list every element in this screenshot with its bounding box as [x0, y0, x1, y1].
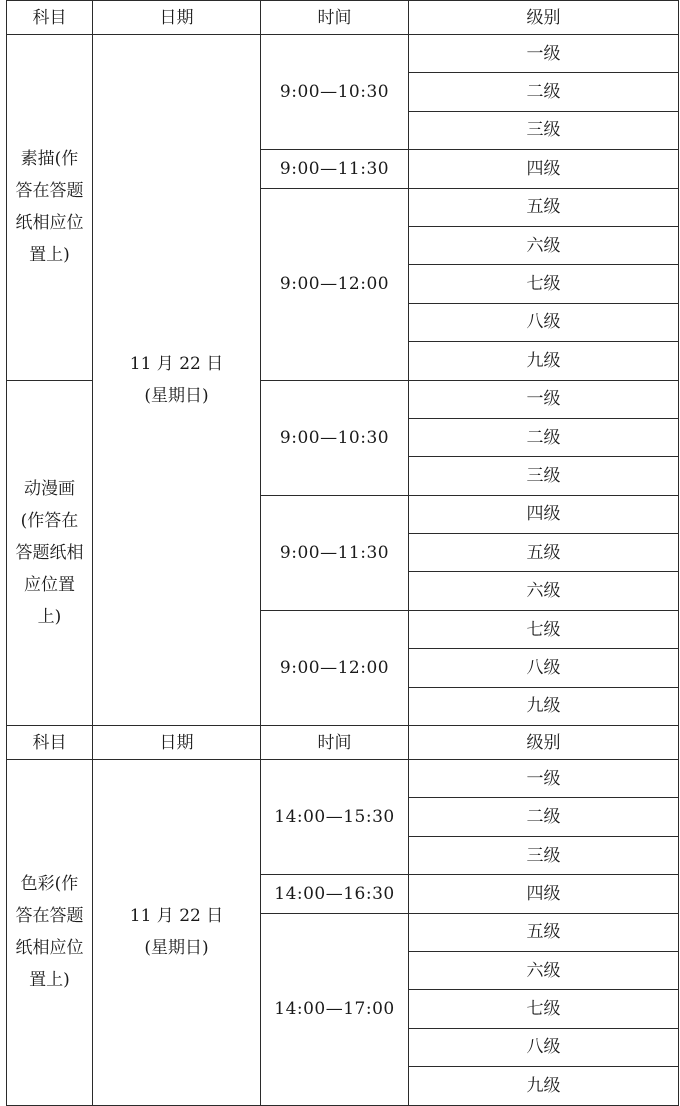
level-cell: 四级: [409, 150, 679, 188]
header-level: 级别: [409, 726, 679, 760]
date-cell: [93, 760, 261, 1106]
subject-anime: 动漫画(作答在答题纸相应位置上): [15, 478, 84, 627]
level-cell: 六级: [409, 572, 679, 610]
date-cell: [93, 35, 261, 726]
exam-date: 11 月 22 日: [129, 906, 224, 927]
time-cell: 9:00—12:00: [261, 610, 409, 725]
level-cell: 七级: [409, 265, 679, 303]
exam-schedule-table: [6, 0, 679, 1106]
level-cell: 三级: [409, 111, 679, 149]
level-cell: 九级: [409, 1067, 679, 1105]
subject-cell: [7, 380, 93, 726]
level-cell: 三级: [409, 836, 679, 874]
time-cell: 9:00—10:30: [261, 380, 409, 495]
level-cell: 六级: [409, 951, 679, 989]
subject-sketch: 素描(作答在答题纸相应位置上): [15, 149, 84, 266]
header-subject: 科目: [7, 726, 93, 760]
exam-date: 11 月 22 日: [129, 354, 224, 375]
time-cell: 9:00—10:30: [261, 35, 409, 150]
level-cell: 七级: [409, 990, 679, 1028]
level-cell: 三级: [409, 457, 679, 495]
subject-cell: [7, 35, 93, 381]
time-cell: 9:00—12:00: [261, 188, 409, 380]
time-cell: 14:00—15:30: [261, 760, 409, 875]
header-time: 时间: [261, 726, 409, 760]
level-cell: 五级: [409, 188, 679, 226]
level-cell: 八级: [409, 649, 679, 687]
exam-weekday: (星期日): [144, 938, 209, 959]
header-subject: 科目: [7, 1, 93, 35]
level-cell: 五级: [409, 913, 679, 951]
table-row: [7, 760, 679, 798]
level-cell: 五级: [409, 534, 679, 572]
level-cell: 八级: [409, 303, 679, 341]
level-cell: 二级: [409, 418, 679, 456]
time-cell: 14:00—17:00: [261, 913, 409, 1105]
level-cell: 一级: [409, 760, 679, 798]
header-date: 日期: [93, 1, 261, 35]
subject-color: 色彩(作答在答题纸相应位置上): [15, 874, 84, 991]
time-cell: 9:00—11:30: [261, 495, 409, 610]
level-cell: 八级: [409, 1028, 679, 1066]
level-cell: 六级: [409, 226, 679, 264]
level-cell: 二级: [409, 73, 679, 111]
time-cell: 14:00—16:30: [261, 875, 409, 913]
table-row: [7, 35, 679, 73]
time-cell: 9:00—11:30: [261, 150, 409, 188]
level-cell: 四级: [409, 495, 679, 533]
header-level: 级别: [409, 1, 679, 35]
header-row: [7, 1, 679, 35]
level-cell: 一级: [409, 380, 679, 418]
level-cell: 一级: [409, 35, 679, 73]
level-cell: 二级: [409, 798, 679, 836]
level-cell: 四级: [409, 875, 679, 913]
exam-weekday: (星期日): [144, 386, 209, 407]
subject-cell: [7, 760, 93, 1106]
level-cell: 九级: [409, 687, 679, 725]
header-date: 日期: [93, 726, 261, 760]
header-time: 时间: [261, 1, 409, 35]
level-cell: 九级: [409, 342, 679, 380]
level-cell: 七级: [409, 610, 679, 648]
header-row: [7, 726, 679, 760]
